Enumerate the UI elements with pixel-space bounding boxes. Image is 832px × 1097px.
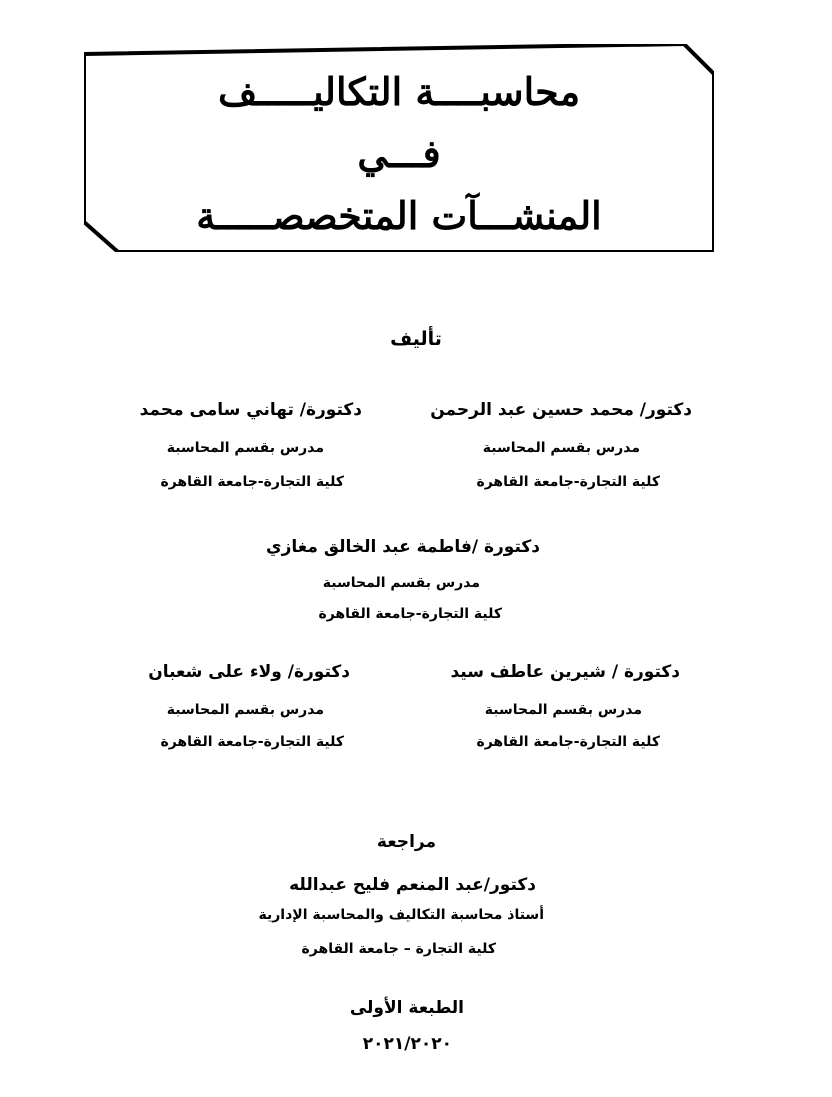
title-line-1: محاسبــــة التكاليـــــف [217, 69, 581, 114]
author-affiliation: كلية التجارة-جامعة القاهرة [476, 734, 660, 750]
edition-label: الطبعة الأولى [349, 998, 464, 1018]
reviewer-affiliation: كلية التجارة – جامعة القاهرة [301, 941, 496, 957]
reviewer-name: دكتور/عبد المنعم فليح عبدالله [289, 875, 536, 895]
author-affiliation: كلية التجارة-جامعة القاهرة [160, 734, 344, 750]
title-frame [84, 44, 714, 252]
title-line-2: فـــي [357, 131, 441, 176]
author-name: دكتورة /فاطمة عبد الخالق مغازي [266, 537, 540, 557]
author-affiliation: كلية التجارة-جامعة القاهرة [160, 474, 344, 490]
author-name: دكتور/ محمد حسين عبد الرحمن [430, 400, 692, 420]
author-affiliation: كلية التجارة-جامعة القاهرة [318, 606, 502, 622]
author-rank: مدرس بقسم المحاسبة [322, 575, 480, 591]
author-rank: مدرس بقسم المحاسبة [166, 440, 324, 456]
author-rank: مدرس بقسم المحاسبة [482, 440, 640, 456]
title-line-3: المنشـــآت المتخصصـــــة [196, 193, 602, 238]
author-affiliation: كلية التجارة-جامعة القاهرة [476, 474, 660, 490]
edition-years: ٢٠٢١/٢٠٢٠ [362, 1034, 452, 1054]
author-name: دكتورة/ ولاء على شعبان [148, 662, 350, 682]
author-rank: مدرس بقسم المحاسبة [166, 702, 324, 718]
author-rank: مدرس بقسم المحاسبة [484, 702, 642, 718]
author-name: دكتورة/ تهاني سامى محمد [139, 400, 362, 420]
author-name: دكتورة / شيرين عاطف سيد [450, 662, 680, 682]
reviewer-title: أستاذ محاسبة التكاليف والمحاسبة الإدارية [258, 907, 544, 923]
review-label: مراجعة [376, 832, 436, 852]
authored-by-label: تأليف [390, 328, 442, 350]
